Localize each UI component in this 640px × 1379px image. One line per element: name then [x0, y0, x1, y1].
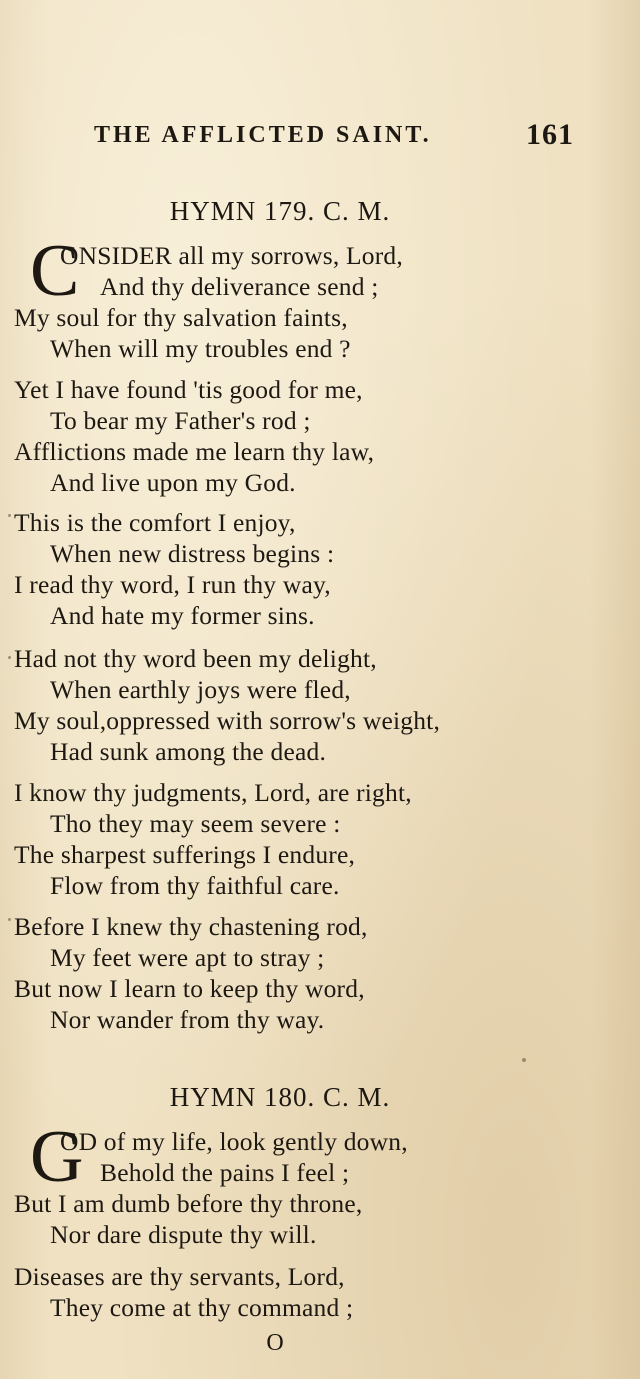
- verse-line: Afflictions made me learn thy law,: [14, 437, 375, 466]
- running-head: [94, 118, 574, 152]
- verse-line: To bear my Father's rod ;: [50, 406, 311, 435]
- verse-line: ONSIDER all my sorrows, Lord,: [60, 241, 403, 270]
- signature-mark: O: [266, 1330, 284, 1356]
- verse-line: I know thy judgments, Lord, are right,: [14, 778, 412, 807]
- verse-line: OD of my life, look gently down,: [60, 1127, 408, 1156]
- verse-line: Had sunk among the dead.: [50, 737, 327, 766]
- verse-line: But now I learn to keep thy word,: [14, 974, 365, 1003]
- ink-speck: [8, 656, 11, 659]
- verse-line: Diseases are thy servants, Lord,: [14, 1262, 345, 1291]
- verse-line: Before I knew thy chastening rod,: [14, 912, 368, 941]
- hymn-179-stanza-5: [14, 777, 614, 901]
- verse-line: My feet were apt to stray ;: [50, 943, 325, 972]
- hymn-180-stanza-2: [14, 1261, 614, 1323]
- verse-line: When new distress begins :: [50, 539, 335, 568]
- verse-line: And live upon my God.: [50, 468, 296, 497]
- hymn-179-title: HYMN 179. C. M.: [169, 196, 391, 226]
- verse-line: And thy deliverance send ;: [100, 272, 379, 301]
- hymn-179-stanza-6: [14, 911, 614, 1035]
- verse-line: The sharpest sufferings I endure,: [14, 840, 356, 869]
- page-number: 161: [526, 118, 574, 151]
- verse-line: And hate my former sins.: [50, 601, 315, 630]
- verse-line: This is the comfort I enjoy,: [14, 508, 296, 537]
- hymn-179-stanza-2: [14, 374, 614, 498]
- hymn-179-stanza-1: [14, 230, 614, 364]
- hymn-180-title: HYMN 180. C. M.: [169, 1082, 391, 1112]
- verse-line: Flow from thy faithful care.: [50, 871, 340, 900]
- verse-line: They come at thy command ;: [50, 1293, 354, 1322]
- ink-speck: [8, 918, 11, 921]
- verse-line: My soul for thy salvation faints,: [14, 303, 348, 332]
- ink-speck: [522, 1058, 526, 1062]
- verse-line: Yet I have found 'tis good for me,: [14, 375, 363, 404]
- verse-line: My soul,oppressed with sorrow's weight,: [14, 706, 441, 735]
- verse-line: Tho they may seem severe :: [50, 809, 341, 838]
- verse-line: Had not thy word been my delight,: [14, 644, 377, 673]
- drop-cap: C: [30, 230, 80, 312]
- hymn-180-stanza-1: [14, 1116, 614, 1250]
- verse-line: When will my troubles end ?: [50, 334, 351, 363]
- verse-line: Nor dare dispute thy will.: [50, 1220, 317, 1249]
- ink-speck: [8, 514, 11, 517]
- hymn-179-stanza-4: [14, 643, 614, 767]
- verse-line: But I am dumb before thy throne,: [14, 1189, 363, 1218]
- running-title: THE AFFLICTED SAINT.: [94, 122, 432, 148]
- drop-cap: G: [30, 1116, 84, 1198]
- verse-line: I read thy word, I run thy way,: [14, 570, 331, 599]
- verse-line: Nor wander from thy way.: [50, 1005, 325, 1034]
- verse-line: Behold the pains I feel ;: [100, 1158, 350, 1187]
- verse-line: When earthly joys were fled,: [50, 675, 351, 704]
- hymn-179-stanza-3: [14, 507, 614, 631]
